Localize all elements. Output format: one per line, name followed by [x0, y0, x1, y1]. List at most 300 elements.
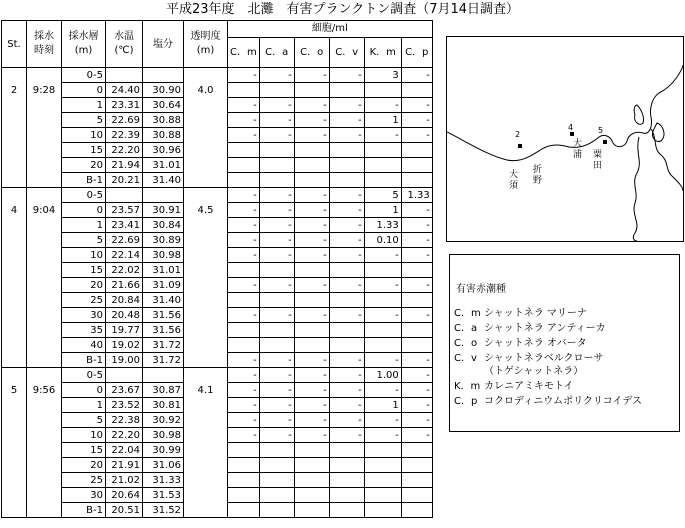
cell-count [294, 323, 329, 338]
cell-count [294, 488, 329, 503]
transparency-cell [184, 173, 228, 188]
cell-count [259, 158, 294, 173]
station-id-cell [2, 128, 27, 143]
depth-cell: B-1 [62, 173, 106, 188]
cell-count: - [364, 308, 401, 323]
cell-count: - [401, 353, 432, 368]
cell-count: - [329, 188, 364, 203]
cell-count: - [294, 428, 329, 443]
cell-count [401, 338, 432, 353]
temperature-cell: 23.31 [106, 98, 143, 113]
cell-count: - [228, 68, 260, 83]
cell-count: - [294, 203, 329, 218]
cell-count: 3 [364, 68, 401, 83]
cell-count [401, 443, 432, 458]
sampling-time-cell [27, 323, 62, 338]
cell-count: - [364, 278, 401, 293]
cell-count: - [329, 218, 364, 233]
table-row [2, 278, 433, 293]
cell-count: 1.00 [364, 368, 401, 383]
station-id-cell [2, 68, 27, 83]
header-transparency-label: 透明度 (m) [190, 31, 221, 56]
cell-count: - [228, 428, 260, 443]
cell-count [228, 458, 260, 473]
cell-count: - [329, 113, 364, 128]
depth-cell: 35 [62, 323, 106, 338]
cell-count: - [329, 68, 364, 83]
transparency-cell [184, 503, 228, 518]
cell-count: - [294, 68, 329, 83]
cell-count [364, 488, 401, 503]
cell-count: - [294, 188, 329, 203]
legend-item [454, 365, 583, 378]
cell-count: - [259, 248, 294, 263]
cell-count: - [259, 203, 294, 218]
legend-name: シャットネラベルクローサ [484, 353, 604, 364]
cell-count: - [401, 398, 432, 413]
sampling-time-cell [27, 398, 62, 413]
cell-count: - [329, 233, 364, 248]
cell-count [228, 473, 260, 488]
transparency-cell [184, 278, 228, 293]
cell-count: - [401, 68, 432, 83]
cell-count: - [364, 413, 401, 428]
header-transparency [184, 21, 228, 68]
cell-count: - [228, 398, 260, 413]
cell-count [401, 263, 432, 278]
salinity-cell: 30.92 [143, 413, 184, 428]
cell-count: 1 [364, 203, 401, 218]
transparency-cell [184, 188, 228, 203]
station-id-cell [2, 323, 27, 338]
header-species: K．m [364, 37, 401, 67]
legend-code: K．m [454, 381, 481, 392]
depth-cell: 0 [62, 383, 106, 398]
cell-count: - [401, 203, 432, 218]
cell-count: - [364, 98, 401, 113]
transparency-cell [184, 488, 228, 503]
temperature-cell: 20.48 [106, 308, 143, 323]
transparency-cell [184, 218, 228, 233]
station-id-cell [2, 473, 27, 488]
cell-count [329, 173, 364, 188]
salinity-cell: 30.89 [143, 233, 184, 248]
cell-count: - [294, 233, 329, 248]
cell-count [329, 473, 364, 488]
place-label-ooshu [509, 168, 518, 191]
sampling-time-cell [27, 338, 62, 353]
depth-cell: 40 [62, 338, 106, 353]
cell-count: - [228, 248, 260, 263]
temperature-cell: 23.67 [106, 383, 143, 398]
salinity-cell: 31.06 [143, 458, 184, 473]
table-row [2, 353, 433, 368]
table-row [2, 83, 433, 98]
survey-map [446, 36, 684, 242]
depth-cell: 25 [62, 293, 106, 308]
salinity-cell: 31.40 [143, 173, 184, 188]
cell-count [294, 173, 329, 188]
header-species: C．m [228, 37, 260, 67]
transparency-cell [184, 113, 228, 128]
cell-count [401, 323, 432, 338]
cell-count [259, 338, 294, 353]
sampling-time-cell [27, 503, 62, 518]
cell-count [294, 158, 329, 173]
transparency-cell [184, 233, 228, 248]
transparency-cell [184, 428, 228, 443]
cell-count [364, 158, 401, 173]
cell-count: - [329, 308, 364, 323]
depth-cell: 15 [62, 143, 106, 158]
station-marker-2 [518, 144, 522, 148]
cell-count: - [401, 428, 432, 443]
cell-count: - [329, 278, 364, 293]
table-row [2, 98, 433, 113]
temperature-cell: 24.40 [106, 83, 143, 98]
legend-title: 有害赤潮種 [456, 284, 506, 295]
salinity-cell: 30.91 [143, 203, 184, 218]
cell-count: - [259, 113, 294, 128]
cell-count: - [228, 383, 260, 398]
cell-count: - [259, 368, 294, 383]
cell-count [329, 458, 364, 473]
station-id-cell [2, 488, 27, 503]
cell-count [401, 143, 432, 158]
station-id-cell [2, 428, 27, 443]
cell-count: - [294, 128, 329, 143]
station-id-cell [2, 338, 27, 353]
cell-count [329, 263, 364, 278]
station-id-cell [2, 458, 27, 473]
cell-count: - [259, 188, 294, 203]
cell-count [294, 458, 329, 473]
temperature-cell: 22.02 [106, 263, 143, 278]
table-row [2, 173, 433, 188]
sampling-time-cell [27, 263, 62, 278]
depth-cell: 1 [62, 398, 106, 413]
station-id-cell [2, 113, 27, 128]
species-legend [449, 254, 680, 432]
place-label-orino [533, 163, 542, 186]
table-row [2, 368, 433, 383]
coastline-south [633, 137, 639, 241]
salinity-cell: 31.72 [143, 338, 184, 353]
cell-count [401, 293, 432, 308]
depth-cell: 15 [62, 263, 106, 278]
table-row [2, 158, 433, 173]
cell-count: - [294, 383, 329, 398]
legend-code: C．m [454, 308, 481, 319]
sampling-time-cell: 9:56 [27, 383, 62, 398]
cell-count: - [364, 128, 401, 143]
sampling-time-cell [27, 368, 62, 383]
transparency-cell: 4.1 [184, 383, 228, 398]
transparency-cell [184, 158, 228, 173]
place-char: 野 [533, 176, 543, 186]
depth-cell: 30 [62, 488, 106, 503]
depth-cell: 10 [62, 248, 106, 263]
header-temp-label: 水温 (℃) [114, 31, 134, 56]
transparency-cell: 4.5 [184, 203, 228, 218]
cell-count: - [228, 233, 260, 248]
cell-count [228, 488, 260, 503]
cell-count [259, 293, 294, 308]
station-id-cell [2, 278, 27, 293]
station-id-cell [2, 98, 27, 113]
cell-count: - [259, 428, 294, 443]
cell-count: - [228, 353, 260, 368]
cell-count [228, 83, 260, 98]
depth-cell: 1 [62, 218, 106, 233]
station-id-cell [2, 248, 27, 263]
cell-count: - [401, 233, 432, 248]
place-char: 須 [509, 181, 519, 191]
temperature-cell: 19.02 [106, 338, 143, 353]
page-title: 平成23年度 北灘 有害プランクトン調査（7月14日調査） [165, 2, 520, 17]
cell-count [294, 338, 329, 353]
temperature-cell: 21.66 [106, 278, 143, 293]
cell-count: - [228, 98, 260, 113]
table-row [2, 113, 433, 128]
depth-cell: 20 [62, 158, 106, 173]
sampling-time-cell [27, 173, 62, 188]
island [652, 123, 663, 141]
cell-count [401, 503, 432, 518]
temperature-cell: 23.41 [106, 218, 143, 233]
transparency-cell [184, 128, 228, 143]
cell-count [228, 143, 260, 158]
header-species: C．p [401, 37, 432, 67]
cell-count [294, 443, 329, 458]
depth-cell: B-1 [62, 353, 106, 368]
legend-code: C．v [454, 353, 477, 364]
cell-count [364, 323, 401, 338]
depth-cell: 20 [62, 278, 106, 293]
station-id-cell [2, 188, 27, 203]
salinity-cell: 31.40 [143, 293, 184, 308]
cell-count [364, 263, 401, 278]
cell-count: - [401, 278, 432, 293]
cell-count [294, 293, 329, 308]
cell-count: 5 [364, 188, 401, 203]
table-row [2, 293, 433, 308]
cell-count: - [329, 248, 364, 263]
cell-count [294, 263, 329, 278]
legend-item [454, 395, 642, 408]
station-id-cell [2, 158, 27, 173]
sampling-time-cell: 9:04 [27, 203, 62, 218]
sampling-time-cell [27, 98, 62, 113]
station-id-cell [2, 308, 27, 323]
cell-count [259, 143, 294, 158]
salinity-cell: 30.99 [143, 443, 184, 458]
cell-count [259, 173, 294, 188]
cell-count [364, 173, 401, 188]
cell-count [294, 143, 329, 158]
cell-count [259, 473, 294, 488]
cell-count [329, 83, 364, 98]
header-species: C．v [329, 37, 364, 67]
temperature-cell [106, 188, 143, 203]
cell-count: - [329, 413, 364, 428]
cell-count: - [364, 353, 401, 368]
cell-count: - [294, 218, 329, 233]
station-id-cell [2, 353, 27, 368]
coastline-east [651, 129, 683, 191]
table-row [2, 458, 433, 473]
legend-name: コクロディニウムポリクリコイデス [484, 396, 642, 407]
cell-count [364, 83, 401, 98]
temperature-cell: 22.38 [106, 413, 143, 428]
salinity-cell: 30.96 [143, 143, 184, 158]
cell-count [259, 263, 294, 278]
cell-count: - [259, 98, 294, 113]
salinity-cell: 31.09 [143, 278, 184, 293]
sampling-time-cell [27, 458, 62, 473]
depth-cell: 20 [62, 458, 106, 473]
cell-count [401, 458, 432, 473]
header-layer [62, 21, 106, 68]
cell-count: - [259, 68, 294, 83]
salinity-cell: 30.88 [143, 128, 184, 143]
cell-count [228, 443, 260, 458]
table-row [2, 308, 433, 323]
transparency-cell [184, 368, 228, 383]
cell-count: - [329, 128, 364, 143]
cell-count [401, 488, 432, 503]
cell-count: - [401, 98, 432, 113]
cell-count [259, 458, 294, 473]
station-id-cell [2, 218, 27, 233]
cell-count: - [228, 308, 260, 323]
salinity-cell [143, 368, 184, 383]
cell-count: - [228, 128, 260, 143]
sampling-time-cell [27, 188, 62, 203]
table-row [2, 413, 433, 428]
salinity-cell: 31.53 [143, 488, 184, 503]
header-species: C．a [259, 37, 294, 67]
cell-count: - [401, 383, 432, 398]
cell-count: - [401, 368, 432, 383]
legend-code: C．o [454, 338, 478, 349]
header-time-label: 採水 時刻 [34, 31, 54, 56]
sampling-time-cell [27, 443, 62, 458]
place-char: 折 [533, 165, 543, 175]
legend-name: シャットネラ オバータ [484, 338, 587, 349]
legend-name: シャットネラ マリーナ [484, 308, 587, 319]
cell-count: - [228, 113, 260, 128]
table-row [2, 143, 433, 158]
cell-count: - [228, 413, 260, 428]
cell-count: - [329, 383, 364, 398]
salinity-cell: 31.56 [143, 308, 184, 323]
header-temp [106, 21, 143, 68]
cell-count: - [329, 98, 364, 113]
transparency-cell [184, 338, 228, 353]
legend-item [454, 337, 587, 350]
station-id-cell [2, 503, 27, 518]
salinity-cell: 30.84 [143, 218, 184, 233]
depth-cell: 25 [62, 473, 106, 488]
sampling-time-cell [27, 428, 62, 443]
cell-count: - [259, 413, 294, 428]
salinity-cell: 30.98 [143, 248, 184, 263]
temperature-cell: 21.02 [106, 473, 143, 488]
station-id-cell: 5 [2, 383, 27, 398]
cell-count [294, 473, 329, 488]
temperature-cell: 19.77 [106, 323, 143, 338]
cell-count: 1.33 [401, 188, 432, 203]
salinity-cell: 30.88 [143, 113, 184, 128]
cell-count [401, 158, 432, 173]
temperature-cell: 21.94 [106, 158, 143, 173]
depth-cell: 0-5 [62, 188, 106, 203]
cell-count: - [294, 98, 329, 113]
legend-item [454, 352, 604, 365]
table-row [2, 503, 433, 518]
temperature-cell: 21.91 [106, 458, 143, 473]
cell-count: - [259, 278, 294, 293]
station-id-cell [2, 368, 27, 383]
table-row [2, 488, 433, 503]
station-id-cell [2, 173, 27, 188]
cell-count: 1 [364, 113, 401, 128]
salinity-cell: 30.90 [143, 83, 184, 98]
temperature-cell: 22.20 [106, 428, 143, 443]
transparency-cell [184, 323, 228, 338]
temperature-cell: 20.64 [106, 488, 143, 503]
cell-count [401, 173, 432, 188]
cell-count [364, 338, 401, 353]
cell-count [364, 143, 401, 158]
transparency-cell [184, 443, 228, 458]
cell-count: - [329, 398, 364, 413]
cell-count: - [259, 128, 294, 143]
sampling-time-cell [27, 278, 62, 293]
sampling-time-cell [27, 158, 62, 173]
cell-count [329, 293, 364, 308]
header-salinity: 塩分 [143, 21, 184, 68]
cell-count: - [329, 428, 364, 443]
depth-cell: 10 [62, 128, 106, 143]
salinity-cell: 31.56 [143, 323, 184, 338]
sampling-time-cell [27, 413, 62, 428]
sampling-time-cell [27, 68, 62, 83]
place-label-oura [573, 137, 582, 160]
sampling-time-cell [27, 488, 62, 503]
cell-count [364, 458, 401, 473]
cell-count: - [401, 113, 432, 128]
sampling-time-cell: 9:28 [27, 83, 62, 98]
cell-count: - [401, 218, 432, 233]
depth-cell: 15 [62, 443, 106, 458]
cell-count [364, 503, 401, 518]
place-char: 大 [509, 170, 519, 180]
temperature-cell: 22.20 [106, 143, 143, 158]
sampling-time-cell [27, 353, 62, 368]
legend-code: C．p [454, 396, 478, 407]
station-marker-5 [603, 140, 607, 144]
cell-count: - [294, 248, 329, 263]
header-time [27, 21, 62, 68]
cell-count: - [364, 383, 401, 398]
sampling-time-cell [27, 248, 62, 263]
temperature-cell [106, 368, 143, 383]
cell-count [329, 488, 364, 503]
depth-cell: 30 [62, 308, 106, 323]
table-row [2, 128, 433, 143]
